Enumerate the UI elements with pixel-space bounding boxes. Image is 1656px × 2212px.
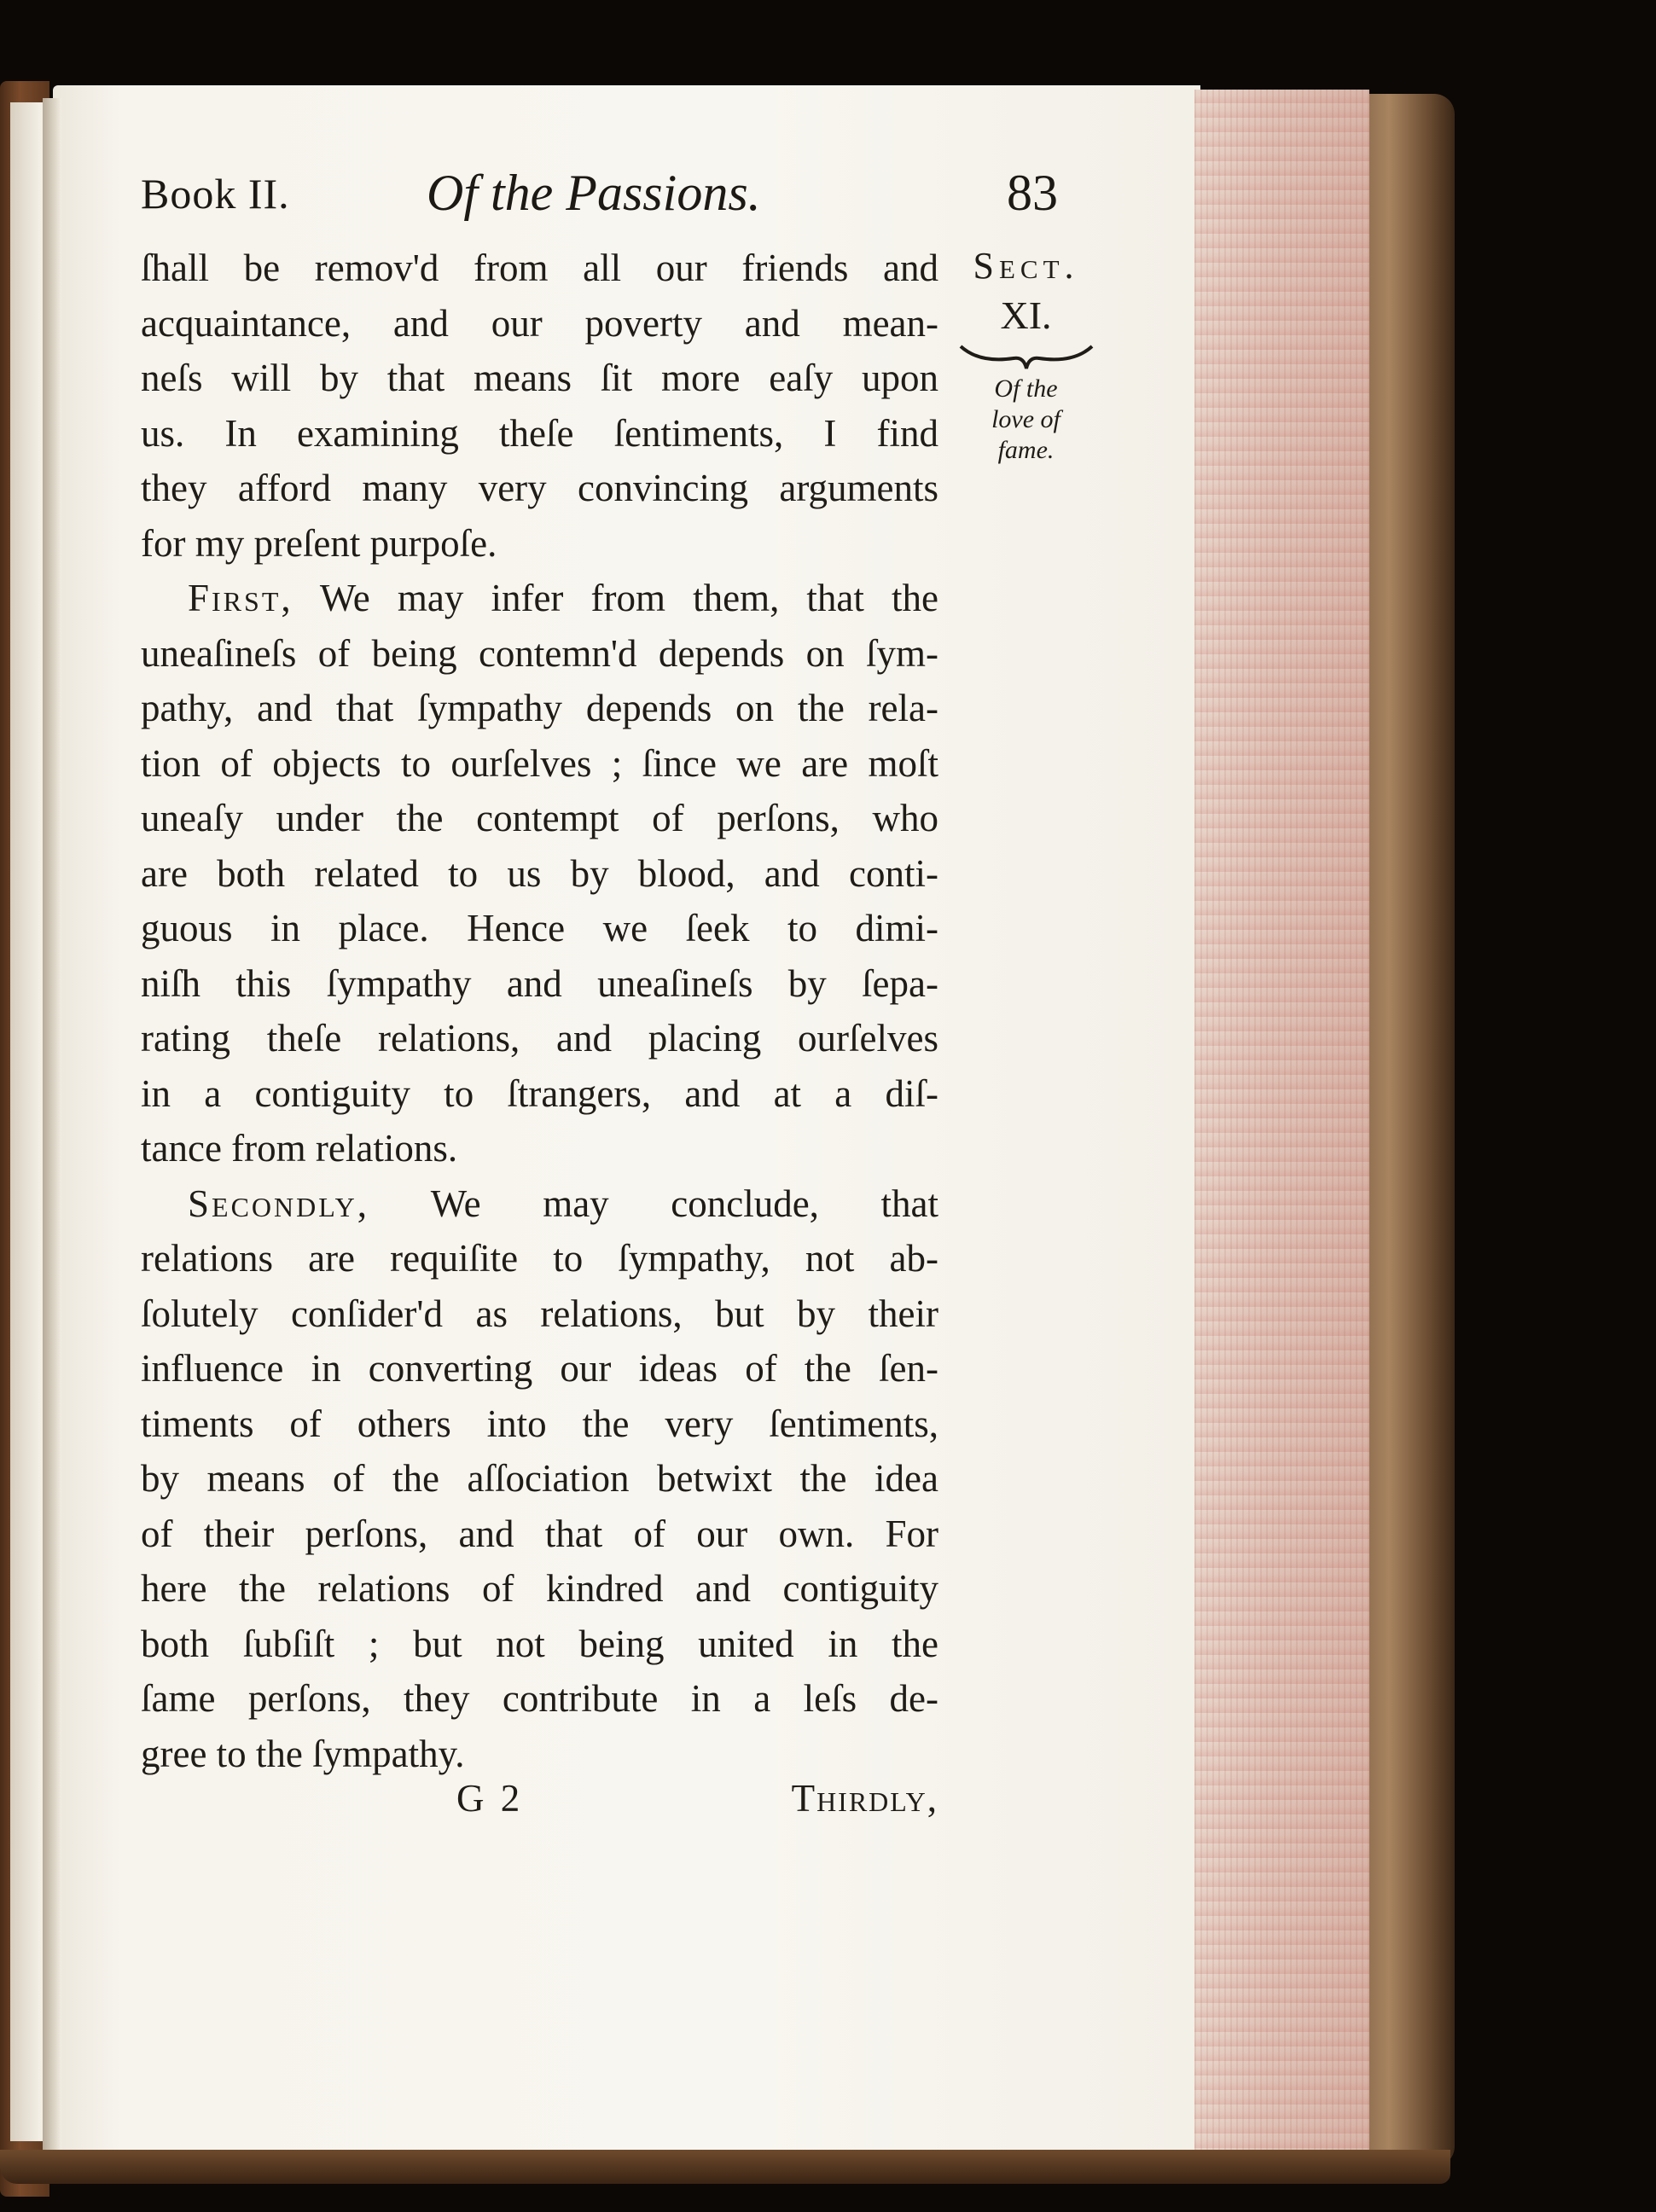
section-label: Sect. xyxy=(973,245,1079,287)
gloss-line: fame. xyxy=(997,436,1055,464)
text-line: ſame perſons, they contribute in a leſs de- xyxy=(141,1677,938,1720)
paragraph-lead-word: First, xyxy=(188,577,293,619)
text-line: they afford many very convincing arguments xyxy=(141,467,938,509)
text-line: niſh this ſympathy and uneaſineſs by ſepa- xyxy=(141,961,938,1005)
page-footer xyxy=(141,1776,938,1836)
text-line: in a contiguity to ſtrangers, and at a diſ- xyxy=(141,1071,938,1115)
text-line: neſs will by that means ſit more eaſy upon xyxy=(141,357,938,399)
gloss-line: Of the xyxy=(994,374,1058,403)
text-line: timents of others into the very ſentiments, xyxy=(141,1402,938,1445)
paragraph-first-line xyxy=(141,1176,938,1232)
text-line: uneaſineſs of being contemn'd depends on ſym- xyxy=(141,631,938,675)
catchword: Thirdly, xyxy=(791,1777,938,1820)
text-line: gree to the ſympathy. xyxy=(141,1732,465,1775)
running-head-title: Of the Passions. xyxy=(427,165,761,221)
brace-icon xyxy=(954,340,1099,374)
bottom-cover xyxy=(0,2150,1450,2184)
text-line: by means of the aſſociation betwixt the idea xyxy=(141,1457,938,1500)
body-text xyxy=(141,241,938,1781)
text-line: pathy, and that ſympathy depends on the rela- xyxy=(141,687,938,729)
text-line: relations are requiſite to ſympathy, not ab- xyxy=(141,1237,938,1280)
text-line: tance from relations. xyxy=(141,1127,458,1170)
paragraph-lead-word: Secondly, xyxy=(188,1181,369,1225)
text-line: ſolutely conſider'd as relations, but by their xyxy=(141,1292,938,1335)
text-line: for my preſent purpoſe. xyxy=(141,521,497,565)
text-line: acquaintance, and our poverty and mean- xyxy=(141,301,938,345)
text-line: of their perſons, and that of our own. For xyxy=(141,1512,938,1555)
text-line: uneaſy under the contempt of perſons, who xyxy=(141,797,938,839)
page-gutter xyxy=(43,98,61,2154)
text-run: We may infer from them, that the xyxy=(319,577,938,619)
text-line: here the relations of kindred and contiguity xyxy=(141,1567,938,1610)
gloss-line: love of xyxy=(991,405,1060,433)
margin-note xyxy=(951,241,1101,466)
text-line: ſhall be remov'd from all our friends and xyxy=(141,247,938,289)
section-number: XI. xyxy=(1000,293,1052,337)
text-line: rating theſe relations, and placing ourſelves xyxy=(141,1017,938,1060)
paragraph-first-line xyxy=(141,571,938,626)
running-head xyxy=(141,164,1062,241)
text-line: guous in place. Hence we ſeek to dimi- xyxy=(141,907,938,949)
sprinkled-fore-edge xyxy=(1194,90,1369,2163)
text-run: We may conclude, that xyxy=(430,1181,939,1225)
text-line: tion of objects to ourſelves ; ſince we are moſt xyxy=(141,741,938,785)
right-cover xyxy=(1361,94,1455,2167)
signature-mark: G 2 xyxy=(456,1777,524,1820)
text-line: both ſubſiſt ; but not being united in the xyxy=(141,1622,938,1665)
page-number: 83 xyxy=(1007,165,1058,221)
text-line: influence in converting our ideas of the ſen- xyxy=(141,1347,938,1390)
text-line: are both related to us by blood, and conti- xyxy=(141,851,938,895)
text-line: us. In examining theſe ſentiments, I find xyxy=(141,411,938,455)
running-head-book: Book II. xyxy=(141,170,290,218)
